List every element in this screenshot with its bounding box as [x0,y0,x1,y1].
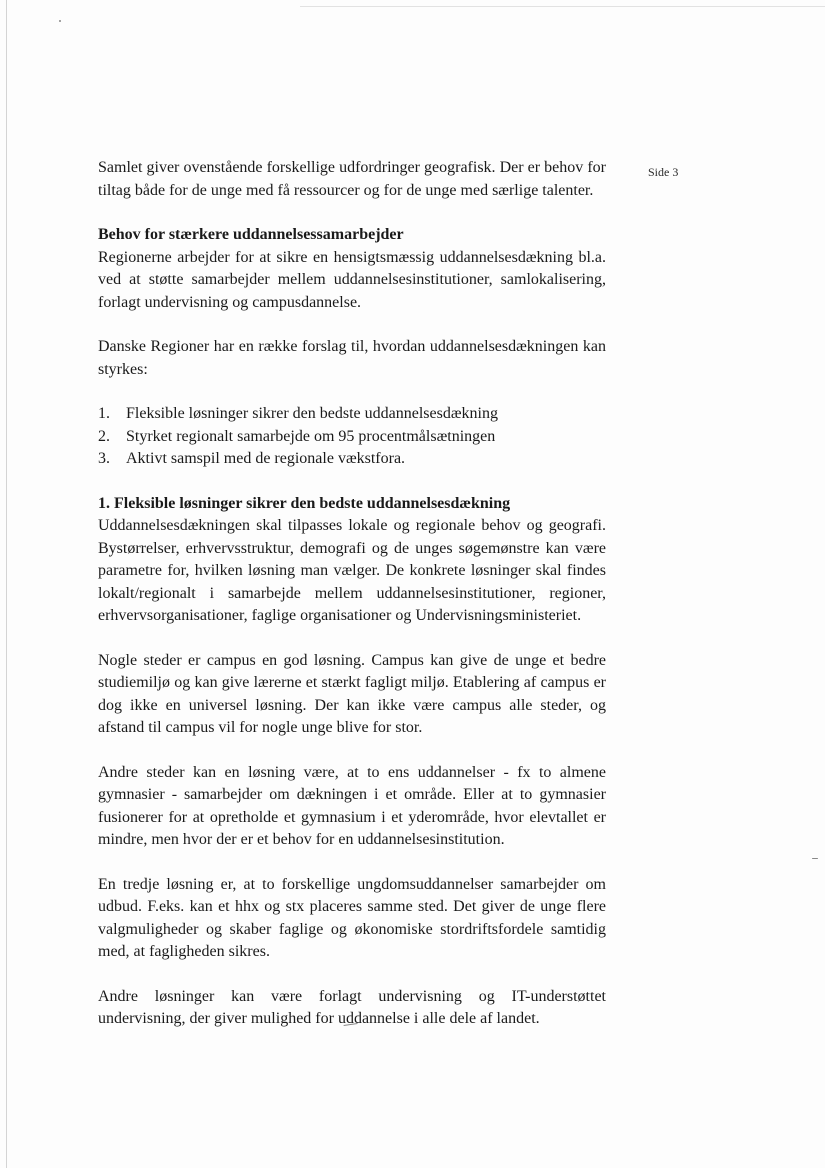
list-item [98,448,606,471]
scan-speck [59,20,61,22]
intro-paragraph: Samlet giver ovenstående forskellige udfordringer geografisk. Der er behov for tiltag både for de unge med få ressourcer og for de unge med særlige talenter. [98,159,606,199]
list-item-number: 2. [98,427,110,445]
section-heading-behov: Behov for stærkere uddannelsessamarbejder [98,226,404,243]
spacer [98,964,606,986]
behov-paragraph: Regionerne arbejder for at sikre en hensigtsmæssig uddannelsesdækning bl.a. ved at støtte samarbejder mellem uddannelsesinstitutioner, samlokalisering, forlagt undervisning og campusdannelse. [98,248,606,311]
list-item-text: Fleksible løsninger sikrer den bedste uddannelsesdækning [126,405,498,422]
page-number-label: Side 3 [648,165,679,179]
section-1-paragraph: Andre løsninger kan være forlagt undervisning og IT-understøttet undervisning, der giver mulighed for uddannelse i alle dele af landet. [98,987,606,1027]
section-1-paragraph: Nogle steder er campus en god løsning. Campus kan give de unge et bedre studiemiljø og kan give lærerne et stærkt fagligt miljø. Etablering af campus er dog ikke en universel løsning. Der kan ikke være campus alle steder, og afstand til campus vil for nogle unge blive for stor. [98,651,606,736]
list-item-text: Styrket regionalt samarbejde om 95 procentmålsætningen [126,427,496,445]
spacer [98,471,606,493]
list-item-number: 3. [98,450,110,467]
list-item-number: 1. [98,405,110,422]
document-body [98,157,606,1031]
list-item [98,403,606,426]
scan-edge-top [300,6,825,7]
section-1-paragraph: Andre steder kan en løsning være, at to ens uddannelser - fx to almene gymnasier - samarbejder om dækningen i et område. Eller at to gymnasier fusionerer for at opretholde et gymnasium i et yderområde, hvor elevtallet er mindre, men hvor der er et behov for en uddannelsesinstitution. [98,763,606,848]
spacer [98,740,606,762]
scan-edge-left [6,0,7,1168]
spacer [98,202,606,224]
section-1-paragraph: En tredje løsning er, at to forskellige ungdomsuddannelser samarbejder om udbud. F.eks. kan et hhx og stx placeres samme sted. Det giver de unge flere valgmuligheder og skaber faglige og økonomiske stordriftsfordele samtidig med, at fagligheden sikres. [98,875,606,960]
spacer [98,381,606,403]
scan-speck [812,858,818,859]
proposals-list [98,403,606,471]
list-item-text: Aktivt samspil med de regionale vækstfora. [126,450,406,467]
spacer [98,628,606,650]
spacer [98,852,606,874]
section-heading-1: 1. Fleksible løsninger sikrer den bedste uddannelsesdækning [98,494,511,512]
spacer [98,314,606,336]
section-1-paragraph: Uddannelsesdækningen skal tilpasses lokale og regionale behov og geografi. Bystørrelser, erhvervsstruktur, demografi og de unges søgemønstre kan være parametre for, hvilken løsning man vælger. De konkrete løsninger skal findes lokalt/regionalt i samarbejde mellem uddannelsesinstitutioner, regioner, erhvervsorganisationer, faglige organisationer og Undervisningsministeriet. [98,517,606,624]
proposals-intro: Danske Regioner har en række forslag til, hvordan uddannelsesdækningen kan styrkes: [98,338,606,378]
list-item [98,426,606,449]
pen-mark [344,1023,359,1032]
